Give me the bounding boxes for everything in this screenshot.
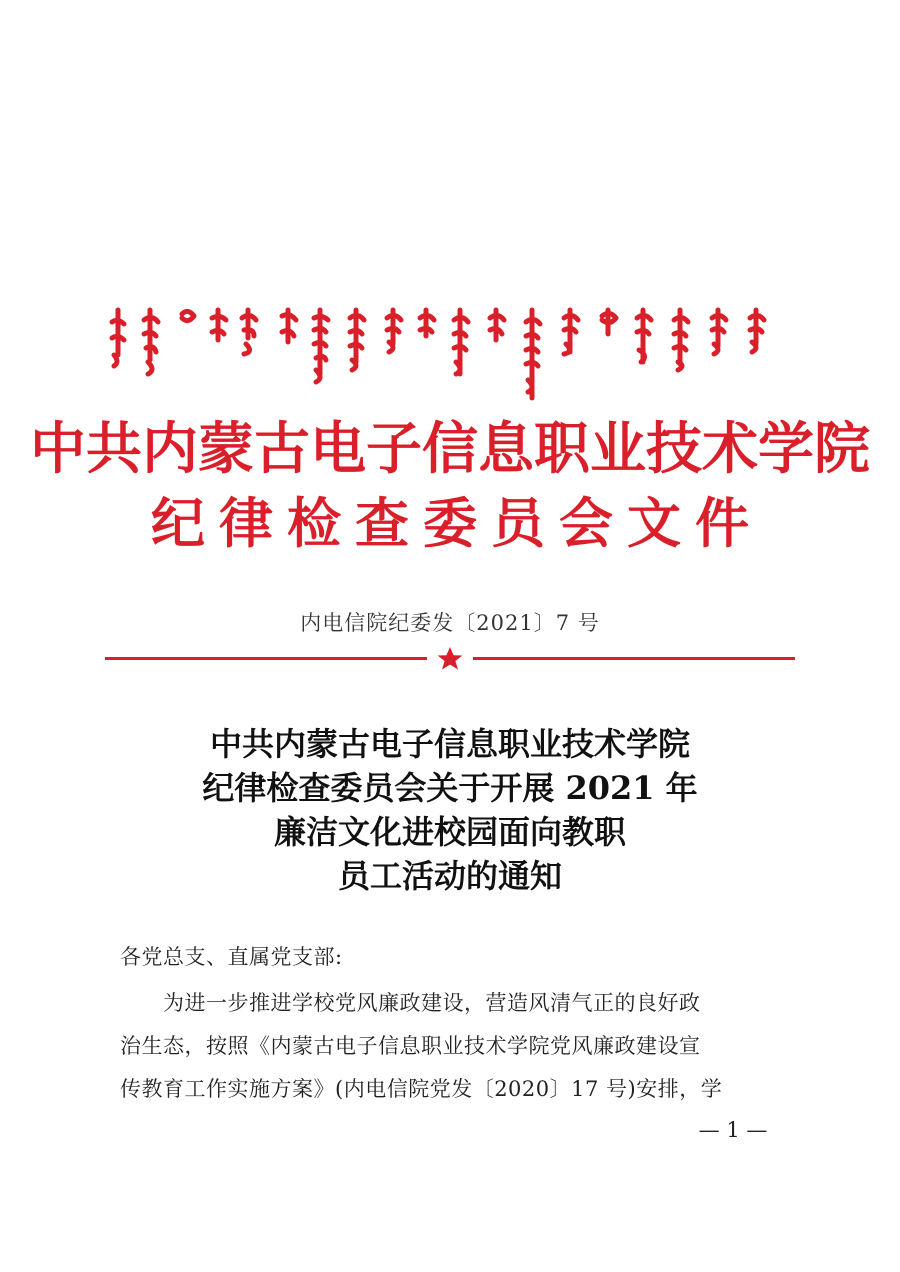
title-line-2: 纪律检查委员会关于开展 2021 年 — [202, 769, 698, 807]
page-number: — 1 — — [698, 1118, 768, 1142]
title-line-3: 廉洁文化进校园面向教职 — [273, 813, 626, 851]
paragraph-line-2: 治生态，按照《内蒙古电子信息职业技术学院党风廉政建设宣 — [120, 1034, 701, 1058]
salutation: 各党总支、直属党支部: — [120, 945, 343, 969]
divider-right-rule — [473, 657, 795, 660]
masthead-title-line1: 中共内蒙古电子信息职业技术学院 — [30, 417, 870, 482]
paragraph-line-1: 为进一步推进学校党风廉政建设，营造风清气正的良好政 — [163, 991, 701, 1015]
mongolian-script-header — [108, 300, 792, 410]
red-star-icon — [438, 647, 463, 670]
red-divider — [105, 647, 795, 671]
divider-graphic — [105, 647, 795, 671]
paragraph-line-3: 传教育工作实施方案》(内电信院党发〔2020〕17 号)安排，学 — [120, 1077, 723, 1101]
masthead-title-line2: 纪律检查委员会文件 — [151, 492, 763, 555]
mongolian-script-graphic — [108, 300, 792, 410]
title-line-1: 中共内蒙古电子信息职业技术学院 — [209, 725, 690, 763]
notice-title — [0, 722, 900, 898]
document-number: 内电信院纪委发〔2021〕7 号 — [300, 611, 600, 635]
divider-left-rule — [105, 657, 427, 660]
title-line-4: 员工活动的通知 — [337, 857, 562, 895]
